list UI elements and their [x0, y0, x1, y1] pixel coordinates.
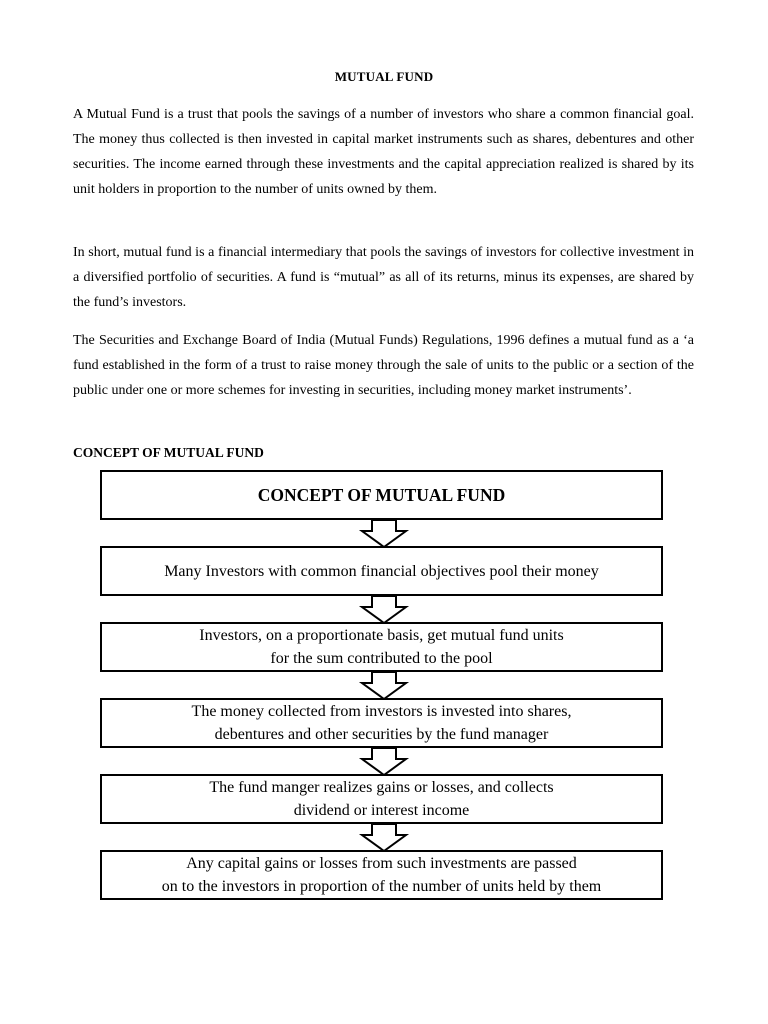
flowchart-step-5	[100, 850, 663, 900]
page-title: MUTUAL FUND	[334, 69, 434, 84]
paragraph-definition: A Mutual Fund is a trust that pools the savings of a number of investors who share a common financial goal. The money thus collected is then invested in capital market instruments such as shares, debentures and other securities. The income earned through these investments and the capital appreciation realized is shared by its unit holders in proportion to the number of units owned by them.	[73, 107, 694, 197]
down-arrow-icon	[361, 520, 407, 548]
step-4-text-line-2: dividend or interest income	[293, 802, 470, 819]
section-heading: CONCEPT OF MUTUAL FUND	[73, 445, 264, 460]
flowchart-title: CONCEPT OF MUTUAL FUND	[257, 484, 506, 505]
step-3-text-line-2: debentures and other securities by the fund manager	[214, 726, 549, 743]
step-2-text-line-1: Investors, on a proportionate basis, get mutual fund units	[199, 627, 564, 644]
step-2-text-line-2: for the sum contributed to the pool	[270, 650, 493, 667]
down-arrow-icon	[361, 672, 407, 700]
step-5-text-line-1: Any capital gains or losses from such investments are passed	[186, 855, 577, 872]
flowchart-title-box	[100, 470, 663, 520]
flowchart-step-1	[100, 546, 663, 596]
flowchart-step-4	[100, 774, 663, 824]
step-1-text: Many Investors with common financial objectives pool their money	[164, 562, 599, 580]
paragraph-short-definition: In short, mutual fund is a financial intermediary that pools the savings of investors for collective investment in a diversified portfolio of securities. A fund is “mutual” as all of its returns, minus its expenses, are shared by the fund’s investors.	[73, 245, 694, 310]
down-arrow-icon	[361, 596, 407, 624]
paragraph-sebi-definition: The Securities and Exchange Board of India (Mutual Funds) Regulations, 1996 defines a mutual fund as a ‘a fund established in the form of a trust to raise money through the sale of units to the public or a section of the public under one or more schemes for investing in securities, including money market instruments’.	[73, 333, 694, 398]
step-4-text-line-1: The fund manger realizes gains or losses, and collects	[209, 779, 554, 796]
down-arrow-icon	[361, 824, 407, 852]
flowchart-step-3	[100, 698, 663, 748]
step-3-text-line-1: The money collected from investors is invested into shares,	[191, 703, 572, 720]
step-5-text-line-2: on to the investors in proportion of the number of units held by them	[161, 878, 602, 895]
down-arrow-icon	[361, 748, 407, 776]
flowchart-step-2	[100, 622, 663, 672]
